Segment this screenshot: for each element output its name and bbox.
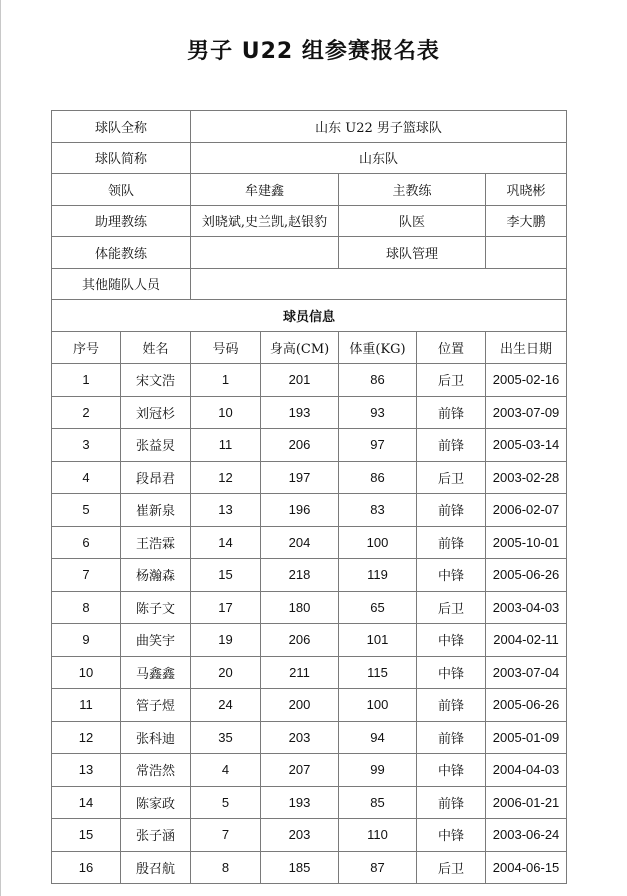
player-name: 王浩霖 [121, 526, 191, 559]
team-manager-value [486, 237, 567, 269]
player-index: 10 [52, 656, 121, 689]
team-short-name: 山东队 [191, 142, 567, 174]
player-number: 11 [191, 429, 261, 462]
fitness-coach-value [191, 237, 339, 269]
player-position: 中锋 [417, 819, 486, 852]
column-header: 出生日期 [486, 331, 567, 364]
player-name: 张子涵 [121, 819, 191, 852]
player-weight: 86 [339, 364, 417, 397]
team-manager-label: 球队管理 [339, 237, 486, 269]
player-position: 后卫 [417, 364, 486, 397]
player-weight: 65 [339, 591, 417, 624]
player-index: 7 [52, 559, 121, 592]
assistant-coach-label: 助理教练 [52, 205, 191, 237]
player-position: 前锋 [417, 396, 486, 429]
player-birthdate: 2006-01-21 [486, 786, 567, 819]
player-weight: 100 [339, 689, 417, 722]
player-number: 8 [191, 851, 261, 884]
player-height: 203 [261, 819, 339, 852]
player-name: 刘冠杉 [121, 396, 191, 429]
player-name: 常浩然 [121, 754, 191, 787]
player-name: 张益炅 [121, 429, 191, 462]
player-weight: 119 [339, 559, 417, 592]
player-birthdate: 2004-02-11 [486, 624, 567, 657]
player-position: 前锋 [417, 494, 486, 527]
column-header: 号码 [191, 331, 261, 364]
player-row [52, 689, 567, 722]
player-row [52, 591, 567, 624]
player-height: 193 [261, 396, 339, 429]
player-birthdate: 2005-10-01 [486, 526, 567, 559]
player-number: 7 [191, 819, 261, 852]
player-row [52, 624, 567, 657]
head-coach-label: 主教练 [339, 174, 486, 206]
player-name: 陈子文 [121, 591, 191, 624]
player-weight: 97 [339, 429, 417, 462]
player-birthdate: 2005-06-26 [486, 559, 567, 592]
player-number: 12 [191, 461, 261, 494]
column-header: 姓名 [121, 331, 191, 364]
player-height: 193 [261, 786, 339, 819]
player-name: 宋文浩 [121, 364, 191, 397]
player-number: 24 [191, 689, 261, 722]
player-position: 后卫 [417, 851, 486, 884]
player-index: 5 [52, 494, 121, 527]
player-row [52, 396, 567, 429]
player-name: 曲笑宇 [121, 624, 191, 657]
player-number: 14 [191, 526, 261, 559]
column-header: 身高(CM) [261, 331, 339, 364]
player-row [52, 526, 567, 559]
player-index: 14 [52, 786, 121, 819]
player-position: 前锋 [417, 786, 486, 819]
player-index: 12 [52, 721, 121, 754]
player-height: 201 [261, 364, 339, 397]
player-height: 204 [261, 526, 339, 559]
player-row [52, 461, 567, 494]
player-birthdate: 2006-02-07 [486, 494, 567, 527]
player-index: 3 [52, 429, 121, 462]
player-height: 203 [261, 721, 339, 754]
player-number: 15 [191, 559, 261, 592]
players-section-title: 球员信息 [52, 300, 567, 332]
team-full-name: 山东 U22 男子篮球队 [191, 111, 567, 143]
team-full-name-label: 球队全称 [52, 111, 191, 143]
player-position: 前锋 [417, 429, 486, 462]
player-index: 4 [52, 461, 121, 494]
player-index: 9 [52, 624, 121, 657]
player-number: 20 [191, 656, 261, 689]
player-weight: 99 [339, 754, 417, 787]
player-position: 中锋 [417, 754, 486, 787]
player-number: 5 [191, 786, 261, 819]
player-row [52, 656, 567, 689]
player-position: 前锋 [417, 689, 486, 722]
player-name: 马鑫鑫 [121, 656, 191, 689]
player-number: 1 [191, 364, 261, 397]
player-index: 13 [52, 754, 121, 787]
player-weight: 83 [339, 494, 417, 527]
team-doctor-label: 队医 [339, 205, 486, 237]
player-weight: 110 [339, 819, 417, 852]
column-header: 位置 [417, 331, 486, 364]
other-staff-value [191, 268, 567, 300]
player-weight: 85 [339, 786, 417, 819]
player-height: 200 [261, 689, 339, 722]
player-weight: 93 [339, 396, 417, 429]
player-weight: 86 [339, 461, 417, 494]
player-index: 2 [52, 396, 121, 429]
page-title: 男子 U22 组参赛报名表 [187, 39, 440, 64]
player-height: 185 [261, 851, 339, 884]
player-index: 11 [52, 689, 121, 722]
player-index: 1 [52, 364, 121, 397]
column-header: 体重(KG) [339, 331, 417, 364]
player-position: 中锋 [417, 656, 486, 689]
player-row [52, 559, 567, 592]
player-name: 陈家政 [121, 786, 191, 819]
player-birthdate: 2005-01-09 [486, 721, 567, 754]
player-birthdate: 2003-07-09 [486, 396, 567, 429]
player-number: 4 [191, 754, 261, 787]
player-birthdate: 2005-06-26 [486, 689, 567, 722]
player-weight: 87 [339, 851, 417, 884]
player-height: 197 [261, 461, 339, 494]
player-number: 17 [191, 591, 261, 624]
page-edge-rule [0, 0, 1, 896]
player-number: 13 [191, 494, 261, 527]
player-row [52, 364, 567, 397]
player-index: 6 [52, 526, 121, 559]
player-height: 206 [261, 429, 339, 462]
assistant-coach-value: 刘晓斌,史兰凯,赵银豹 [191, 205, 339, 237]
player-weight: 100 [339, 526, 417, 559]
player-position: 后卫 [417, 461, 486, 494]
player-birthdate: 2005-02-16 [486, 364, 567, 397]
player-index: 16 [52, 851, 121, 884]
player-row [52, 721, 567, 754]
player-height: 206 [261, 624, 339, 657]
player-birthdate: 2003-04-03 [486, 591, 567, 624]
player-height: 207 [261, 754, 339, 787]
player-number: 10 [191, 396, 261, 429]
player-position: 前锋 [417, 526, 486, 559]
player-position: 前锋 [417, 721, 486, 754]
fitness-coach-label: 体能教练 [52, 237, 191, 269]
head-coach-value: 巩晓彬 [486, 174, 567, 206]
player-position: 中锋 [417, 559, 486, 592]
player-birthdate: 2003-02-28 [486, 461, 567, 494]
player-name: 张科迪 [121, 721, 191, 754]
player-name: 杨瀚森 [121, 559, 191, 592]
player-number: 19 [191, 624, 261, 657]
player-name: 崔新泉 [121, 494, 191, 527]
player-row [52, 786, 567, 819]
player-weight: 94 [339, 721, 417, 754]
player-weight: 115 [339, 656, 417, 689]
leader-label: 领队 [52, 174, 191, 206]
player-name: 殷召航 [121, 851, 191, 884]
player-row [52, 494, 567, 527]
player-row [52, 819, 567, 852]
leader-value: 牟建鑫 [191, 174, 339, 206]
player-index: 15 [52, 819, 121, 852]
player-index: 8 [52, 591, 121, 624]
player-row [52, 429, 567, 462]
player-birthdate: 2003-07-04 [486, 656, 567, 689]
player-birthdate: 2004-04-03 [486, 754, 567, 787]
player-birthdate: 2004-06-15 [486, 851, 567, 884]
team-short-name-label: 球队简称 [52, 142, 191, 174]
player-name: 管子煜 [121, 689, 191, 722]
player-height: 211 [261, 656, 339, 689]
player-weight: 101 [339, 624, 417, 657]
player-number: 35 [191, 721, 261, 754]
player-position: 后卫 [417, 591, 486, 624]
player-birthdate: 2005-03-14 [486, 429, 567, 462]
player-height: 180 [261, 591, 339, 624]
player-row [52, 754, 567, 787]
player-row [52, 851, 567, 884]
other-staff-label: 其他随队人员 [52, 268, 191, 300]
column-header: 序号 [52, 331, 121, 364]
player-birthdate: 2003-06-24 [486, 819, 567, 852]
registration-table [51, 110, 567, 884]
players-header-row [52, 331, 567, 364]
player-name: 段昂君 [121, 461, 191, 494]
player-position: 中锋 [417, 624, 486, 657]
team-doctor-value: 李大鹏 [486, 205, 567, 237]
player-height: 218 [261, 559, 339, 592]
player-height: 196 [261, 494, 339, 527]
